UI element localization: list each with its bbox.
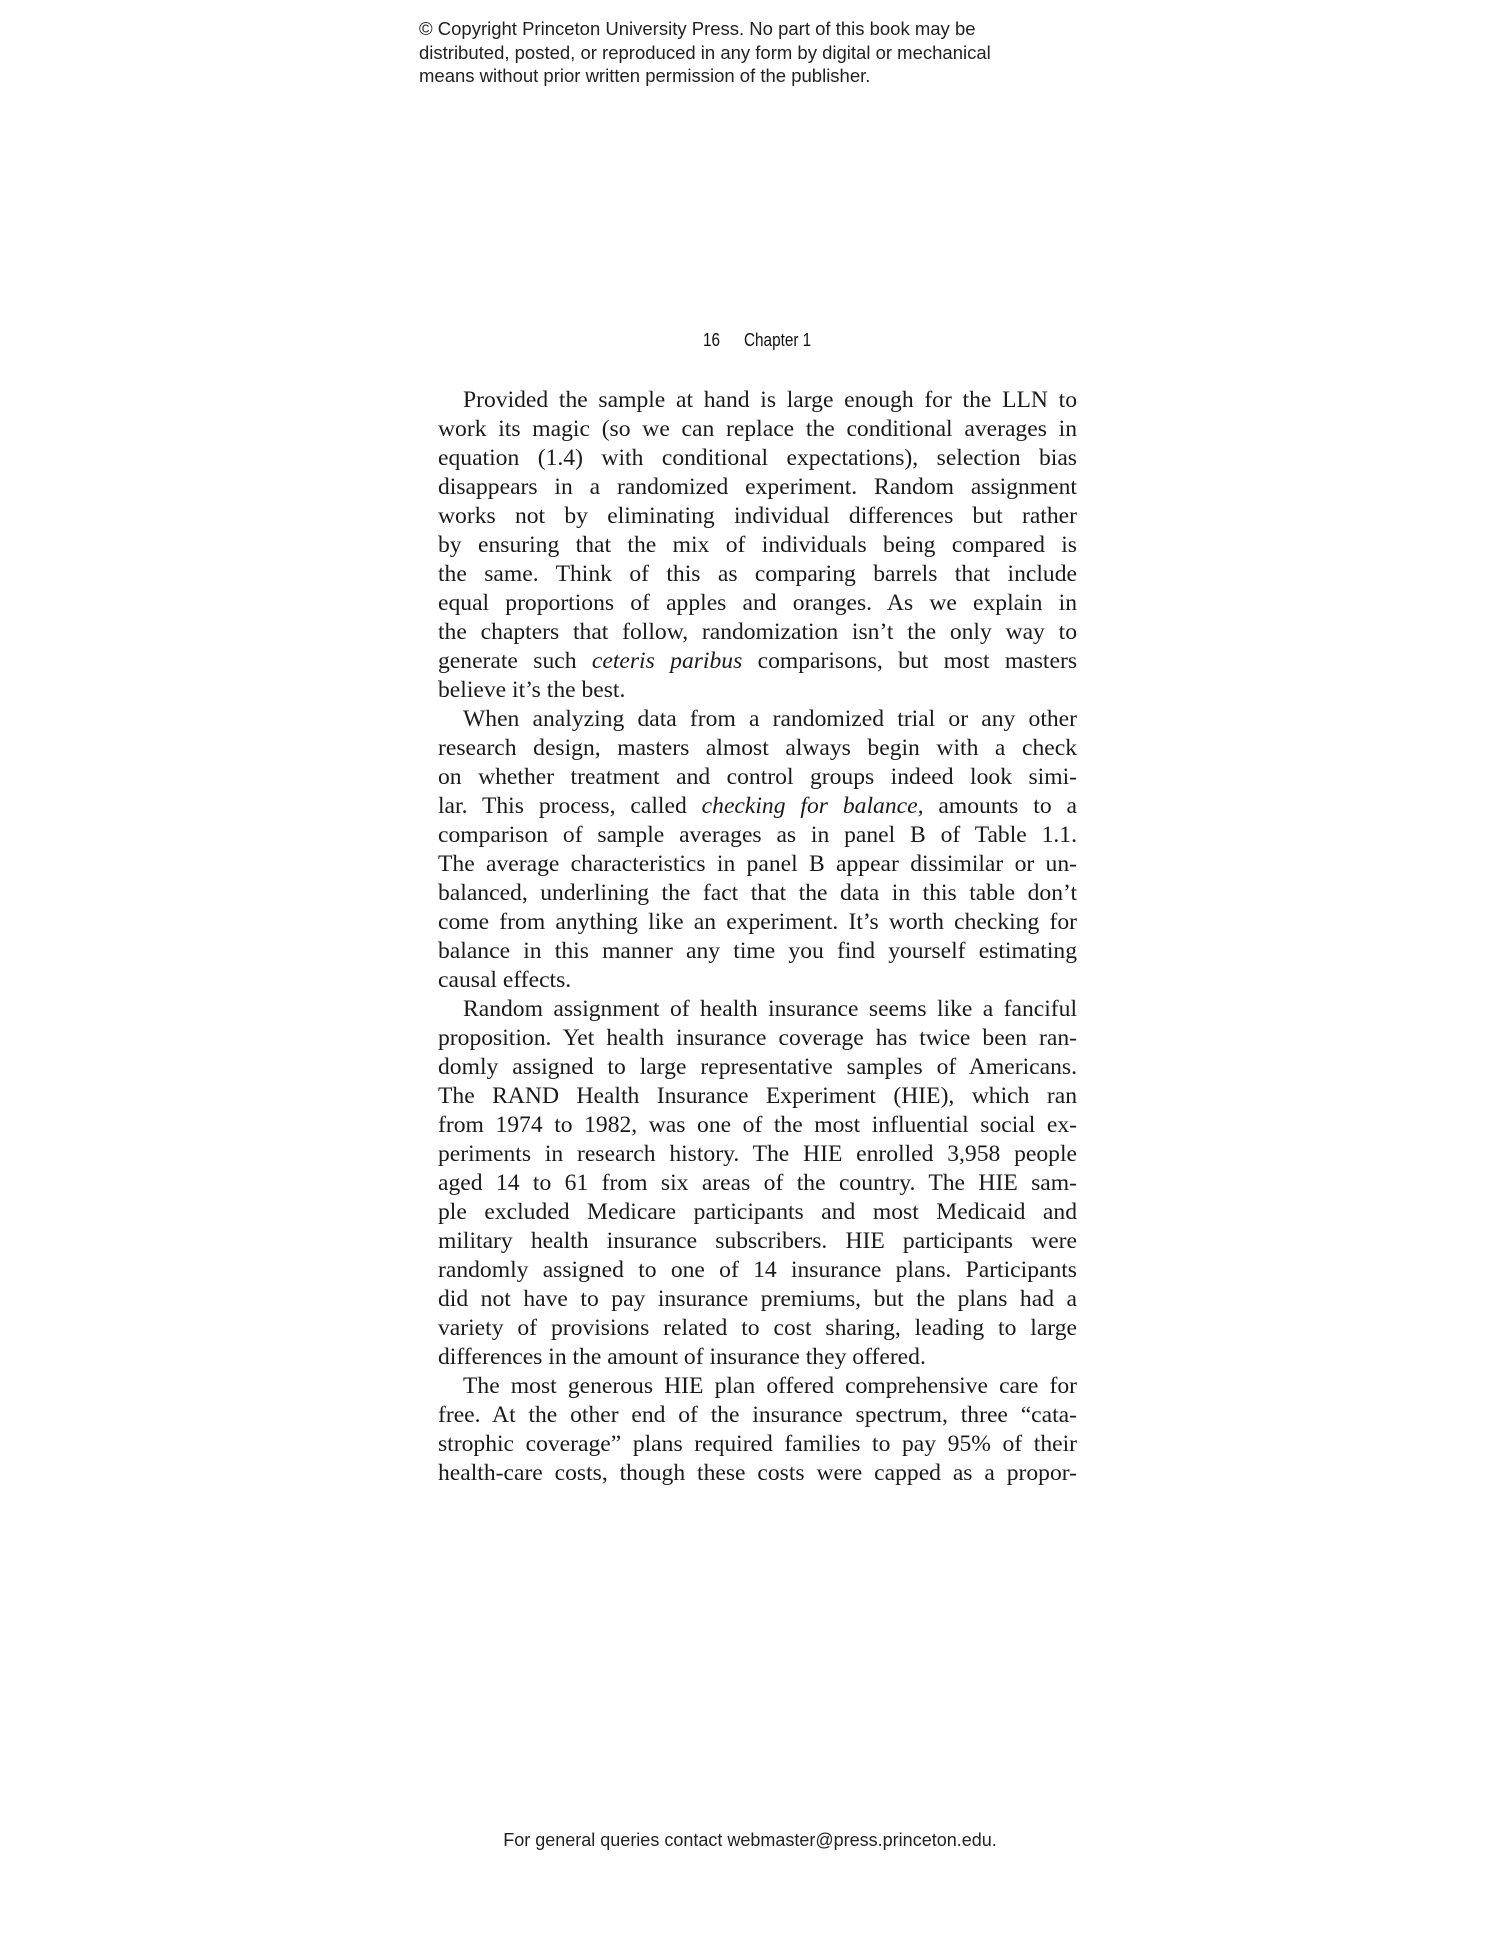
text-line xyxy=(438,676,1077,705)
body-text xyxy=(438,386,1077,1488)
text-segment: When analyzing data from a randomized trial or any other xyxy=(463,706,1077,732)
text-segment: believe it’s the best. xyxy=(438,677,626,703)
text-line xyxy=(438,1111,1077,1140)
text-line xyxy=(438,734,1077,763)
text-line xyxy=(438,821,1077,850)
text-segment: disappears in a randomized experiment. Random assignment xyxy=(438,474,1077,500)
text-line xyxy=(438,705,1077,734)
text-segment: randomly assigned to one of 14 insurance plans. Participants xyxy=(438,1257,1077,1283)
copyright-line: © Copyright Princeton University Press. No part of this book may be xyxy=(419,18,976,39)
italic-term: ceteris paribus xyxy=(591,648,743,674)
text-segment: The RAND Health Insurance Experiment (HIE), which ran xyxy=(438,1083,1077,1109)
text-segment: strophic coverage” plans required families to pay 95% of their xyxy=(438,1431,1077,1457)
text-line xyxy=(438,473,1077,502)
text-line xyxy=(438,444,1077,473)
copyright-notice xyxy=(419,17,1059,88)
text-segment: by ensuring that the mix of individuals being compared is xyxy=(438,532,1077,558)
text-segment: balanced, underlining the fact that the data in this table don’t xyxy=(438,880,1077,906)
italic-term: checking for balance, xyxy=(701,793,924,819)
footer-contact: For general queries contact webmaster@press.princeton.edu. xyxy=(503,1830,997,1850)
text-segment: from 1974 to 1982, was one of the most influential social ex- xyxy=(438,1112,1077,1138)
text-segment: periments in research history. The HIE enrolled 3,958 people xyxy=(438,1141,1077,1167)
text-line xyxy=(438,879,1077,908)
text-segment: works not by eliminating individual differences but rather xyxy=(438,503,1077,529)
text-line xyxy=(438,995,1077,1024)
text-line xyxy=(438,1430,1077,1459)
text-segment: proposition. Yet health insurance coverage has twice been ran- xyxy=(438,1025,1077,1051)
text-line xyxy=(438,589,1077,618)
text-segment: come from anything like an experiment. It’s worth checking for xyxy=(438,909,1077,935)
text-segment: free. At the other end of the insurance spectrum, three “cata- xyxy=(438,1402,1077,1428)
text-line xyxy=(438,1169,1077,1198)
text-line xyxy=(438,763,1077,792)
text-segment: amounts to a xyxy=(923,793,1078,819)
text-line xyxy=(438,1140,1077,1169)
text-segment: The most generous HIE plan offered comprehensive care for xyxy=(463,1373,1077,1399)
text-line xyxy=(438,386,1077,415)
text-segment: research design, masters almost always begin with a check xyxy=(438,735,1077,761)
text-line xyxy=(438,1285,1077,1314)
text-line xyxy=(438,1459,1077,1488)
chapter-title: Chapter 1 xyxy=(744,330,812,350)
text-segment: lar. This process, called xyxy=(438,793,702,819)
text-segment: did not have to pay insurance premiums, but the plans had a xyxy=(438,1286,1077,1312)
text-segment: military health insurance subscribers. HIE participants were xyxy=(438,1228,1077,1254)
text-segment: differences in the amount of insurance they offered. xyxy=(438,1344,926,1370)
text-segment: ple excluded Medicare participants and most Medicaid and xyxy=(438,1199,1077,1225)
text-line xyxy=(438,1198,1077,1227)
text-segment: Provided the sample at hand is large enough for the LLN to xyxy=(463,387,1077,413)
text-line xyxy=(438,908,1077,937)
text-line xyxy=(438,937,1077,966)
text-line xyxy=(438,1024,1077,1053)
text-line xyxy=(438,792,1077,821)
text-line xyxy=(438,1227,1077,1256)
text-line xyxy=(438,502,1077,531)
page-number: 16 xyxy=(703,330,721,350)
text-line xyxy=(438,1343,1077,1372)
text-segment: comparisons, but most masters xyxy=(742,648,1077,674)
text-segment: on whether treatment and control groups indeed look simi- xyxy=(438,764,1077,790)
text-segment: the same. Think of this as comparing barrels that include xyxy=(438,561,1077,587)
text-line xyxy=(438,1082,1077,1111)
text-segment: the chapters that follow, randomization isn’t the only way to xyxy=(438,619,1077,645)
text-line xyxy=(438,647,1077,676)
text-segment: equal proportions of apples and oranges. As we explain in xyxy=(438,590,1077,616)
text-segment: health-care costs, though these costs were capped as a propor- xyxy=(438,1460,1077,1486)
copyright-line: means without prior written permission of the publisher. xyxy=(419,65,871,86)
text-line xyxy=(438,1372,1077,1401)
text-segment: variety of provisions related to cost sharing, leading to large xyxy=(438,1315,1077,1341)
text-segment: aged 14 to 61 from six areas of the country. The HIE sam- xyxy=(438,1170,1077,1196)
text-segment: generate such xyxy=(438,648,592,674)
text-line xyxy=(438,1314,1077,1343)
text-line xyxy=(438,531,1077,560)
text-segment: comparison of sample averages as in panel B of Table 1.1. xyxy=(438,822,1077,848)
copyright-line: distributed, posted, or reproduced in any form by digital or mechanical xyxy=(419,41,991,63)
text-segment: domly assigned to large representative samples of Americans. xyxy=(438,1054,1077,1080)
text-segment: balance in this manner any time you find yourself estimating xyxy=(438,938,1077,964)
text-line xyxy=(438,618,1077,647)
text-line xyxy=(438,1256,1077,1285)
text-segment: Random assignment of health insurance seems like a fanciful xyxy=(463,996,1077,1022)
text-line xyxy=(438,966,1077,995)
text-segment: The average characteristics in panel B appear dissimilar or un- xyxy=(438,851,1077,877)
text-line xyxy=(438,415,1077,444)
text-segment: work its magic (so we can replace the conditional averages in xyxy=(438,416,1077,442)
text-segment: equation (1.4) with conditional expectations), selection bias xyxy=(438,445,1077,471)
text-segment: causal effects. xyxy=(438,967,572,993)
text-line xyxy=(438,1053,1077,1082)
text-line xyxy=(438,560,1077,589)
text-line xyxy=(438,850,1077,879)
text-line xyxy=(438,1401,1077,1430)
